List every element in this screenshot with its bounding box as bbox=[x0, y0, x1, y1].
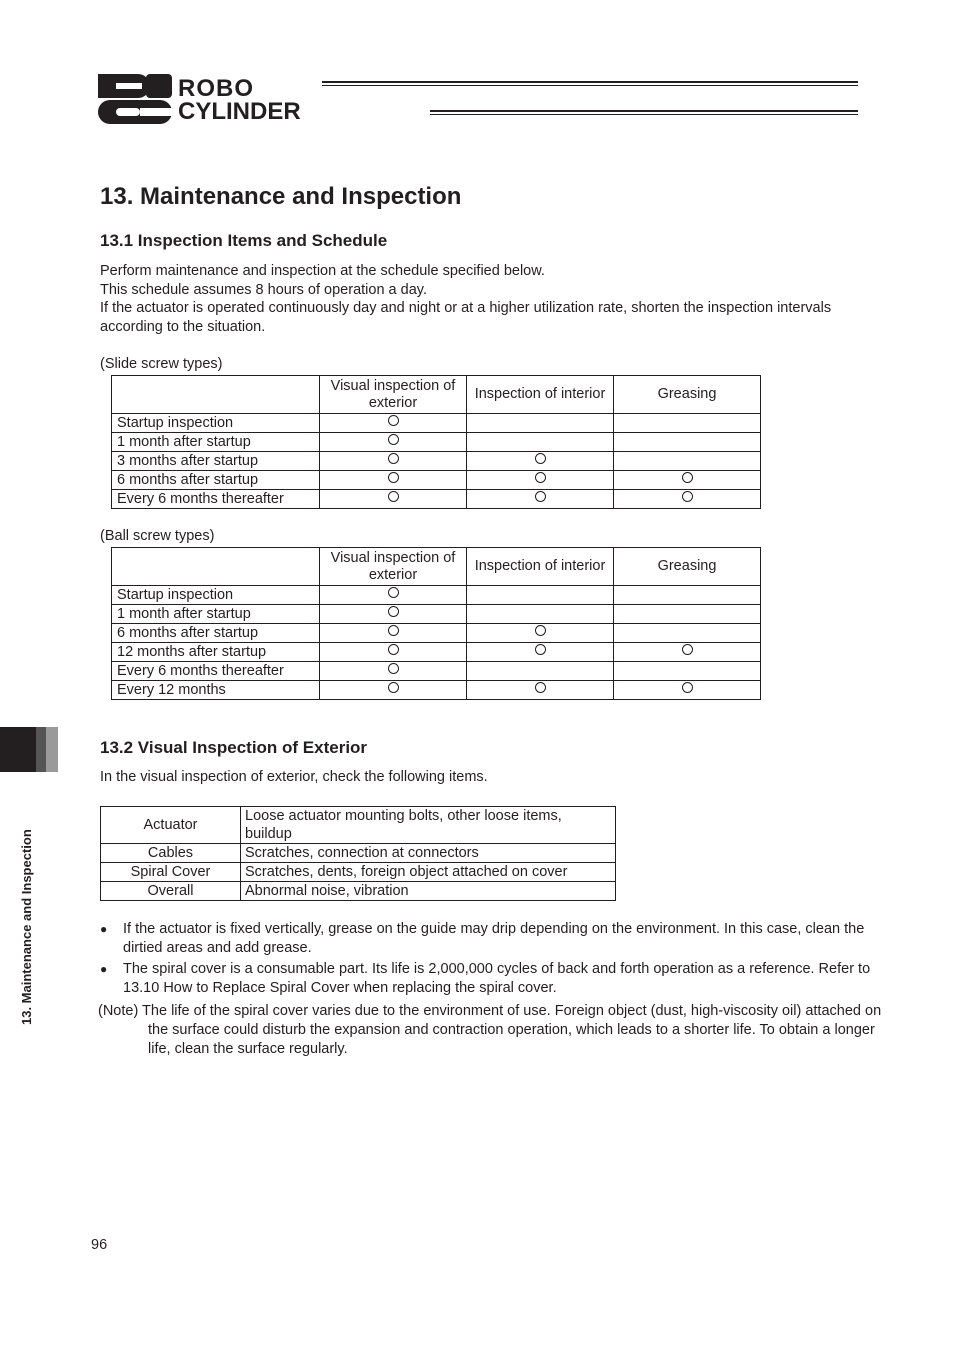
table-row bbox=[112, 490, 761, 509]
intro-line-2: This schedule assumes 8 hours of operation a day. bbox=[100, 281, 427, 298]
bullet-text: If the actuator is fixed vertically, grease on the guide may drip depending on the environment. In this case, clean the dirtied areas and add grease. bbox=[123, 921, 865, 956]
bullet-item bbox=[100, 960, 895, 998]
table-cell bbox=[467, 452, 614, 471]
circle-mark-icon bbox=[388, 434, 399, 445]
circle-mark-icon bbox=[682, 472, 693, 483]
table-cell bbox=[467, 624, 614, 643]
table-cell bbox=[614, 452, 761, 471]
note-text: (Note) The life of the spiral cover varies due to the environment of use. Foreign object (dust, high-viscosity oil) attached on the surface could disturb the expansion and contraction operation, which leads to a shorter life. To obtain a longer life, clean the surface regularly. bbox=[98, 1003, 882, 1057]
table-row bbox=[112, 471, 761, 490]
table-header: Greasing bbox=[614, 548, 761, 586]
table-row bbox=[101, 882, 616, 901]
table-cell bbox=[320, 681, 467, 700]
part-name: Spiral Cover bbox=[101, 863, 241, 882]
table-cell bbox=[320, 643, 467, 662]
table-cell bbox=[467, 605, 614, 624]
logo-word-robo: ROBO bbox=[178, 75, 254, 102]
table-row bbox=[112, 586, 761, 605]
header-rule-top-1 bbox=[322, 81, 858, 83]
ball-screw-schedule-table bbox=[111, 547, 761, 700]
table-cell bbox=[320, 662, 467, 681]
slide-screw-schedule-table bbox=[111, 375, 761, 509]
check-items: Scratches, dents, foreign object attached on cover bbox=[241, 863, 616, 882]
table-cell bbox=[614, 490, 761, 509]
header-rule-bottom-1 bbox=[430, 110, 858, 112]
table-cell bbox=[614, 605, 761, 624]
table-row bbox=[101, 807, 616, 844]
bullet-icon: ● bbox=[100, 962, 108, 976]
circle-mark-icon bbox=[682, 491, 693, 502]
header-rule-bottom-2 bbox=[430, 114, 858, 115]
table-cell bbox=[614, 624, 761, 643]
table-cell bbox=[614, 681, 761, 700]
circle-mark-icon bbox=[682, 682, 693, 693]
table-row bbox=[112, 643, 761, 662]
table-cell bbox=[467, 471, 614, 490]
row-label: 3 months after startup bbox=[112, 452, 320, 471]
table-row bbox=[112, 662, 761, 681]
chapter-tab-light bbox=[46, 727, 58, 772]
table-cell bbox=[614, 471, 761, 490]
row-label: 1 month after startup bbox=[112, 605, 320, 624]
circle-mark-icon bbox=[388, 415, 399, 426]
part-name: Overall bbox=[101, 882, 241, 901]
circle-mark-icon bbox=[535, 491, 546, 502]
intro-line-3: If the actuator is operated continuously day and night or at a higher utilization rate, shorten the inspection intervals according to the situation. bbox=[100, 300, 832, 335]
slide-screw-caption: (Slide screw types) bbox=[100, 356, 223, 372]
circle-mark-icon bbox=[535, 682, 546, 693]
circle-mark-icon bbox=[535, 453, 546, 464]
table-cell bbox=[467, 643, 614, 662]
logo-word-cylinder: CYLINDER bbox=[178, 98, 301, 125]
chapter-tab-dark bbox=[0, 727, 36, 772]
check-items: Scratches, connection at connectors bbox=[241, 844, 616, 863]
circle-mark-icon bbox=[535, 644, 546, 655]
table-cell bbox=[467, 490, 614, 509]
bullet-item bbox=[100, 920, 895, 958]
table-header: Inspection of interior bbox=[467, 548, 614, 586]
table-cell bbox=[467, 433, 614, 452]
circle-mark-icon bbox=[388, 587, 399, 598]
table-cell bbox=[614, 643, 761, 662]
row-label: 12 months after startup bbox=[112, 643, 320, 662]
table-cell bbox=[320, 452, 467, 471]
table-cell bbox=[320, 414, 467, 433]
row-label: Startup inspection bbox=[112, 586, 320, 605]
table-row bbox=[112, 414, 761, 433]
table-row bbox=[101, 863, 616, 882]
note-paragraph bbox=[98, 1002, 898, 1059]
ball-screw-caption: (Ball screw types) bbox=[100, 528, 215, 544]
table-cell bbox=[320, 624, 467, 643]
circle-mark-icon bbox=[388, 606, 399, 617]
table-header: Inspection of interior bbox=[467, 376, 614, 414]
table-header-blank bbox=[112, 548, 320, 586]
table-cell bbox=[614, 586, 761, 605]
table-cell bbox=[320, 433, 467, 452]
header-rule-top-2 bbox=[322, 85, 858, 86]
section-heading-13-2: 13.2 Visual Inspection of Exterior bbox=[100, 738, 368, 757]
table-header-blank bbox=[112, 376, 320, 414]
table-header: Visual inspection of exterior bbox=[320, 548, 467, 586]
row-label: 1 month after startup bbox=[112, 433, 320, 452]
circle-mark-icon bbox=[535, 472, 546, 483]
table-cell bbox=[467, 681, 614, 700]
page-number: 96 bbox=[91, 1237, 108, 1253]
exterior-intro: In the visual inspection of exterior, check the following items. bbox=[100, 769, 488, 785]
circle-mark-icon bbox=[388, 663, 399, 674]
intro-paragraph bbox=[100, 262, 870, 336]
table-row bbox=[112, 624, 761, 643]
chapter-tab-mid bbox=[36, 727, 46, 772]
intro-line-1: Perform maintenance and inspection at the schedule specified below. bbox=[100, 263, 545, 279]
table-cell bbox=[614, 662, 761, 681]
table-cell bbox=[614, 414, 761, 433]
table-cell bbox=[320, 605, 467, 624]
table-cell bbox=[467, 662, 614, 681]
circle-mark-icon bbox=[388, 453, 399, 464]
table-row bbox=[112, 605, 761, 624]
circle-mark-icon bbox=[682, 644, 693, 655]
row-label: Startup inspection bbox=[112, 414, 320, 433]
table-cell bbox=[320, 490, 467, 509]
table-row bbox=[101, 844, 616, 863]
row-label: 6 months after startup bbox=[112, 471, 320, 490]
part-name: Actuator bbox=[101, 807, 241, 844]
table-cell bbox=[320, 586, 467, 605]
table-cell bbox=[320, 471, 467, 490]
table-row bbox=[112, 433, 761, 452]
table-cell bbox=[467, 414, 614, 433]
circle-mark-icon bbox=[535, 625, 546, 636]
table-header: Greasing bbox=[614, 376, 761, 414]
circle-mark-icon bbox=[388, 472, 399, 483]
side-chapter-label: 13. Maintenance and Inspection bbox=[19, 829, 34, 1025]
row-label: Every 12 months bbox=[112, 681, 320, 700]
page-title: 13. Maintenance and Inspection bbox=[100, 183, 462, 210]
row-label: Every 6 months thereafter bbox=[112, 490, 320, 509]
table-cell bbox=[467, 586, 614, 605]
circle-mark-icon bbox=[388, 625, 399, 636]
part-name: Cables bbox=[101, 844, 241, 863]
row-label: Every 6 months thereafter bbox=[112, 662, 320, 681]
table-row bbox=[112, 681, 761, 700]
table-cell bbox=[614, 433, 761, 452]
check-items: Loose actuator mounting bolts, other loose items, buildup bbox=[241, 807, 616, 844]
circle-mark-icon bbox=[388, 682, 399, 693]
check-items: Abnormal noise, vibration bbox=[241, 882, 616, 901]
section-heading-13-1: 13.1 Inspection Items and Schedule bbox=[100, 231, 388, 250]
circle-mark-icon bbox=[388, 491, 399, 502]
table-header: Visual inspection of exterior bbox=[320, 376, 467, 414]
table-row bbox=[112, 452, 761, 471]
bullet-icon: ● bbox=[100, 922, 108, 936]
exterior-check-table bbox=[100, 806, 616, 901]
circle-mark-icon bbox=[388, 644, 399, 655]
bullet-text: The spiral cover is a consumable part. Its life is 2,000,000 cycles of back and forth operation as a reference. Refer to 13.10 How to Replace Spiral Cover when replacing the spiral cover. bbox=[123, 961, 871, 996]
row-label: 6 months after startup bbox=[112, 624, 320, 643]
